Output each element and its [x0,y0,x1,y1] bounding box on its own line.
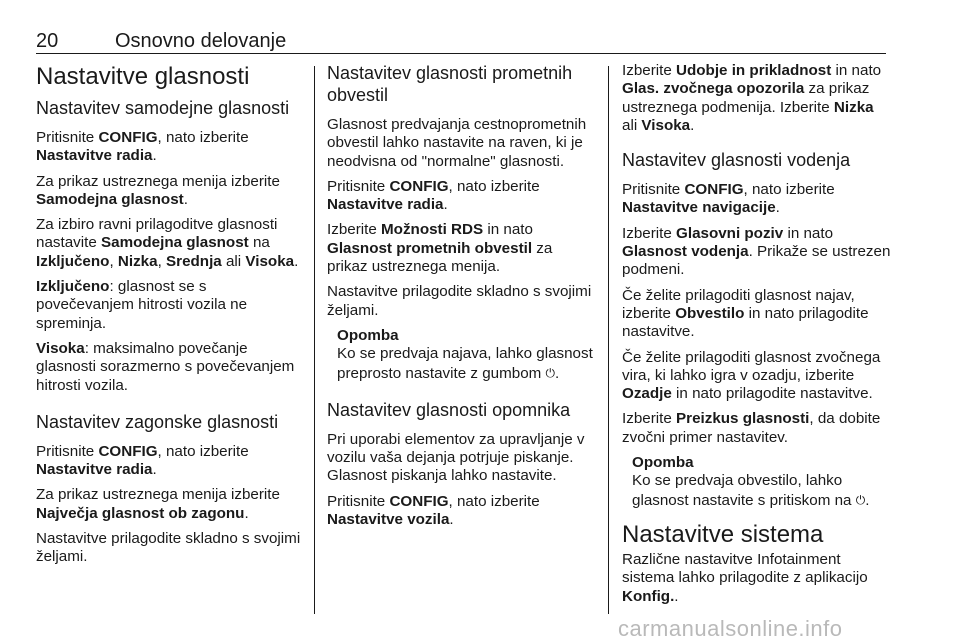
paragraph: Izberite Glasovni poziv in nato Glasnost vodenja. Prikaže se ustrezen podmeni. [622,224,891,279]
header-rule [36,53,886,54]
paragraph: Izberite Udobje in prikladnost in nato Glas. zvočnega opozorila za prikaz ustreznega podmenija. Izberite Nizka ali Visoka. [622,62,882,134]
section-title-volume-settings: Nastavitve glasnosti [36,63,250,90]
paragraph: Pritisnite CONFIG, nato izberite Nastavitve radia. [36,442,249,479]
watermark: carmanualsonline.info [618,616,843,641]
note-title: Opomba [632,454,694,472]
column-3 [622,62,892,613]
column-divider-2 [608,66,609,614]
paragraph: Če želite prilagoditi glasnost najav, izberite Obvestilo in nato prilagodite nastavitve. [622,286,869,341]
paragraph: Nastavitve prilagodite skladno s svojimi željami. [327,283,592,319]
column-1 [36,62,302,574]
paragraph: Pri uporabi elementov za upravljanje v vozilu vaša dejanja potrjuje piskanje. Glasnost piskanja lahko nastavite. [327,430,585,485]
note-text: Ko se predvaja najava, lahko glasnost preprosto nastavite z gumbom ⏻. [337,345,593,382]
heading-reminder-volume: Nastavitev glasnosti opomnika [327,399,571,420]
paragraph: Glasnost predvajanja cestnoprometnih obvestil lahko nastavite na raven, ki je neodvisna od "normalne" glasnosti. [327,116,587,170]
paragraph: Nastavitve prilagodite skladno s svojimi željami. [36,530,301,566]
page-number: 20 [36,30,59,52]
paragraph: Za prikaz ustreznega menija izberite Največja glasnost ob zagonu. [36,486,280,522]
paragraph: Če želite prilagoditi glasnost zvočnega vira, ki lahko igra v ozadju, izberite Ozadje in nato prilagodite nastavitve. [622,348,881,403]
note-title: Opomba [337,326,399,344]
heading-auto-volume: Nastavitev samodejne glasnosti [36,98,290,118]
paragraph: Za prikaz ustreznega menija izberite Samodejna glasnost. [36,172,280,208]
paragraph: Visoka: maksimalno povečanje glasnosti sorazmerno s povečevanjem hitrosti vozila. [36,339,295,394]
power-knob-icon: ⏻ [855,492,866,507]
heading-startup-volume: Nastavitev zagonske glasnosti [36,411,279,432]
column-divider-1 [314,66,315,614]
paragraph: Izključeno: glasnost se s povečevanjem hitrosti vozila ne spreminja. [36,278,248,332]
paragraph: Pritisnite CONFIG, nato izberite Nastavitve radia. [327,177,540,214]
chapter-title: Osnovno delovanje [115,30,287,52]
paragraph: Za izbiro ravni prilagoditve glasnosti nastavite Samodejna glasnost na Izključeno, Nizka, Srednja ali Visoka. [36,216,299,270]
paragraph: Pritisnite CONFIG, nato izberite Nastavitve vozila. [327,492,540,529]
heading-guidance-volume: Nastavitev glasnosti vodenja [622,150,851,171]
paragraph: Izberite Možnosti RDS in nato Glasnost prometnih obvestil za prikaz ustreznega menija. [327,221,553,276]
paragraph: Različne nastavitve Infotainment sistema lahko prilagodite z aplikacijo Konfig.. [622,550,868,605]
power-knob-icon: ⏻ [545,365,556,380]
heading-traffic-volume: Nastavitev glasnosti prometnih obvestil [327,63,573,105]
paragraph: Izberite Preizkus glasnosti, da dobite zvočni primer nastavitev. [622,410,881,446]
paragraph: Pritisnite CONFIG, nato izberite Nastavitve radia. [36,129,249,165]
section-title-system-settings: Nastavitve sistema [622,520,824,548]
page-header [36,30,886,54]
column-2 [327,62,593,536]
paragraph: Pritisnite CONFIG, nato izberite Nastavitve navigacije. [622,181,835,217]
note-box [327,327,593,383]
note-box [622,454,892,510]
note-text: Ko se predvaja obvestilo, lahko glasnost nastavite s pritiskom na ⏻. [632,472,870,509]
